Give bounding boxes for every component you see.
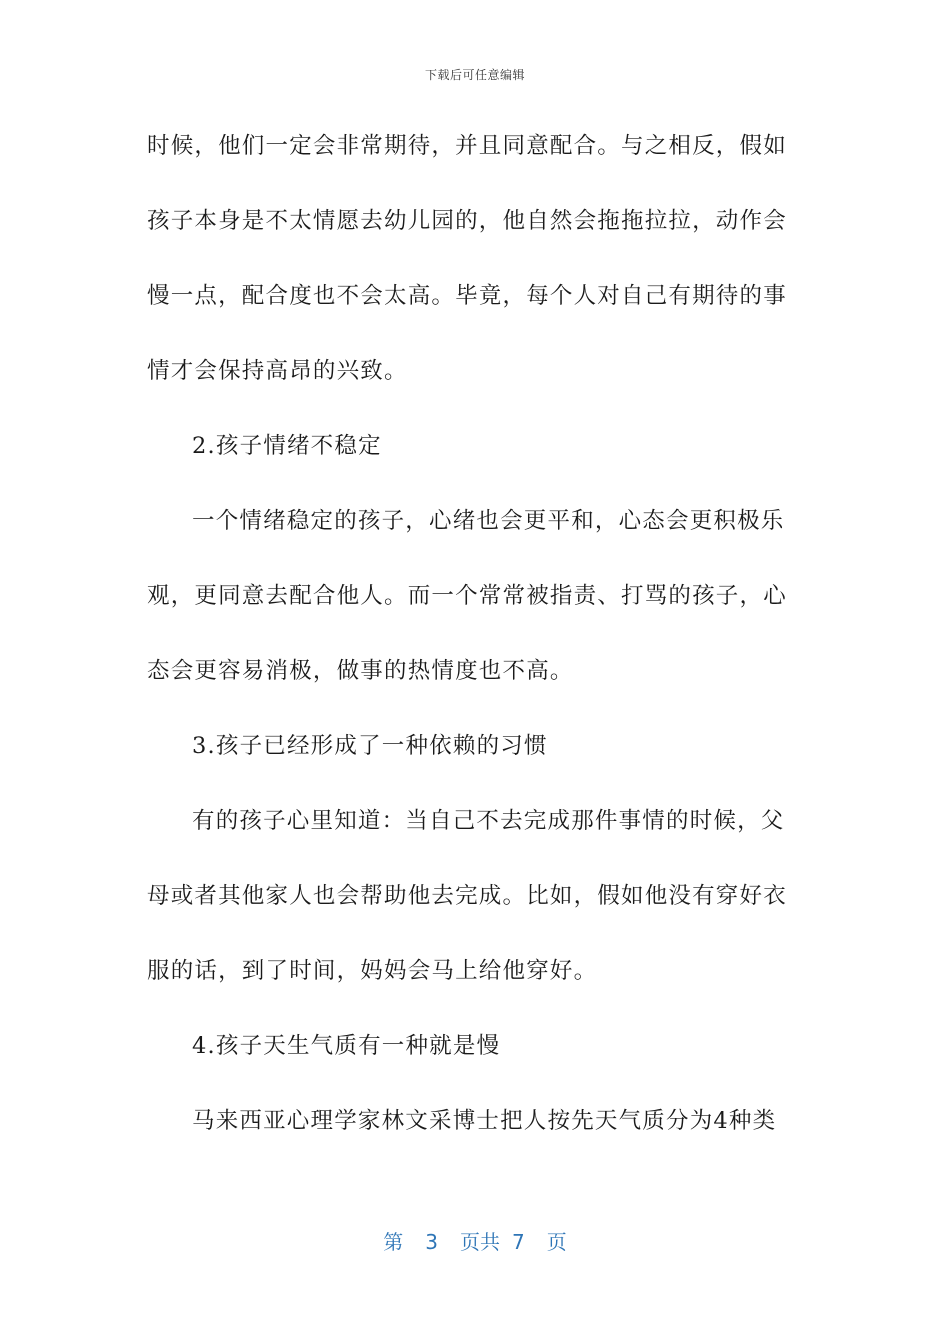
total-pages-number: 7 [512,1230,525,1254]
page-prefix: 第 [383,1230,404,1254]
section-heading-2: 2.孩子情绪不稳定 [192,433,382,459]
paragraph-line: 有的孩子心里知道：当自己不去完成那件事情的时候，父 [192,808,785,834]
paragraph-line: 一个情绪稳定的孩子，心绪也会更平和，心态会更积极乐 [192,508,785,534]
page-middle-text: 页共 [460,1230,500,1254]
page-footer [0,1226,950,1255]
header-note: 下载后可任意编辑 [424,68,525,82]
page-suffix: 页 [546,1230,567,1254]
paragraph-line: 态会更容易消极，做事的热情度也不高。 [147,658,574,684]
paragraph-line: 情才会保持高昂的兴致。 [147,358,408,384]
paragraph-line: 时候，他们一定会非常期待，并且同意配合。与之相反，假如 [147,133,787,159]
section-heading-3: 3.孩子已经形成了一种依赖的习惯 [192,733,548,759]
paragraph-line: 孩子本身是不太情愿去幼儿园的，他自然会拖拖拉拉，动作会 [147,208,787,234]
paragraph-line: 母或者其他家人也会帮助他去完成。比如，假如他没有穿好衣 [147,883,787,909]
document-body [147,124,792,1174]
paragraph-line: 慢一点，配合度也不会太高。毕竟，每个人对自己有期待的事 [147,283,787,309]
current-page-number: 3 [425,1230,438,1254]
section-heading-4: 4.孩子天生气质有一种就是慢 [192,1033,501,1059]
paragraph-line: 观，更同意去配合他人。而一个常常被指责、打骂的孩子，心 [147,583,787,609]
paragraph-line: 服的话，到了时间，妈妈会马上给他穿好。 [147,958,598,984]
paragraph-line: 马来西亚心理学家林文采博士把人按先天气质分为4种类 [192,1108,777,1134]
